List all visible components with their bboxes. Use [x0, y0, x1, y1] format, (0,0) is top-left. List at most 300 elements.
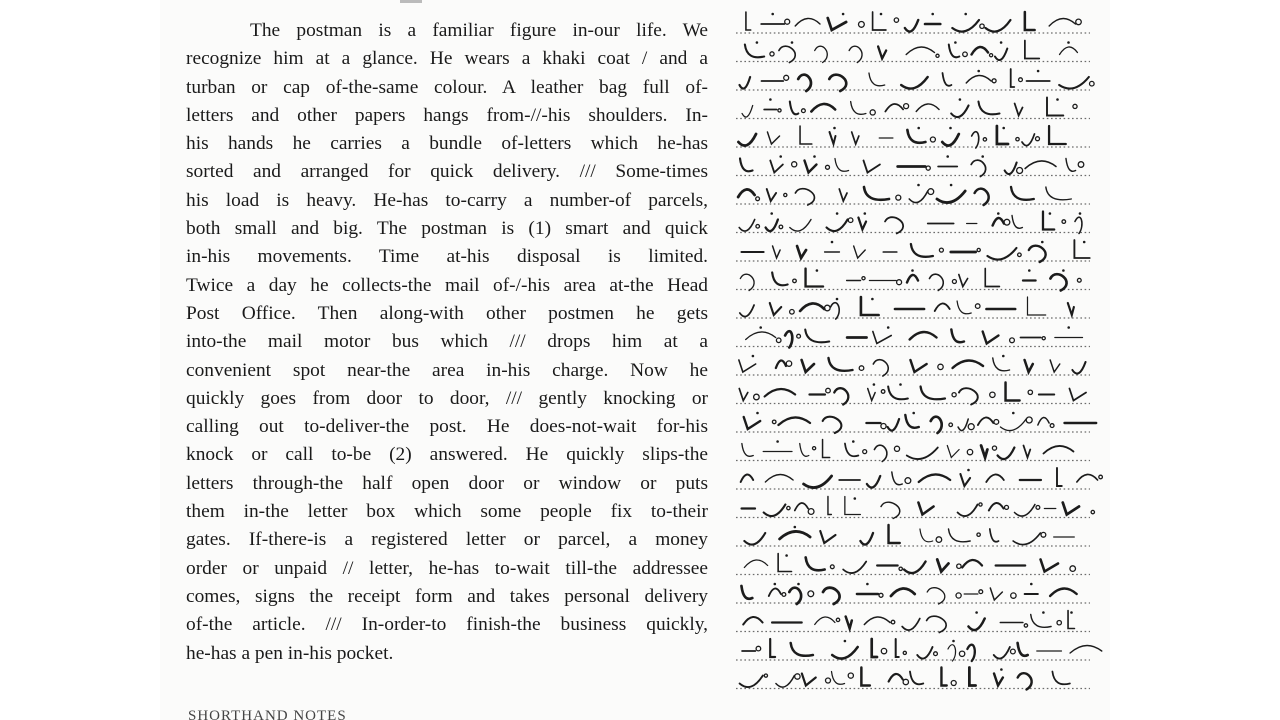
shorthand-stroke — [905, 20, 918, 32]
shorthand-stroke — [823, 417, 842, 433]
shorthand-loop — [934, 652, 938, 656]
shorthand-stroke — [972, 47, 989, 55]
shorthand-loop — [778, 109, 781, 112]
shorthand-stroke — [797, 246, 806, 258]
shorthand-stroke — [864, 161, 880, 173]
shorthand-stroke — [878, 47, 886, 59]
shorthand-stroke — [960, 474, 970, 486]
shorthand-stroke — [959, 275, 968, 287]
shorthand-stroke — [967, 645, 974, 661]
shorthand-dot — [1028, 269, 1031, 272]
passage-line: them in-the letter box which some people fix to-their — [186, 501, 708, 523]
shorthand-stroke — [765, 474, 793, 482]
shorthand-stroke — [823, 440, 830, 458]
shorthand-stroke — [906, 47, 934, 55]
shorthand-stroke — [767, 189, 776, 201]
passage-line: Post Office. Then along-with other postmen he gets — [186, 302, 708, 324]
shorthand-stroke — [804, 161, 816, 173]
shorthand-stroke — [806, 269, 824, 287]
shorthand-stroke — [873, 360, 888, 376]
shorthand-stroke — [990, 529, 999, 542]
shorthand-stroke — [832, 647, 858, 659]
shorthand-stroke — [867, 476, 880, 488]
shorthand-stroke — [740, 305, 754, 317]
shorthand-stroke — [868, 389, 875, 401]
shorthand-dot — [813, 155, 816, 158]
shorthand-stroke — [917, 647, 932, 659]
shorthand-stroke — [835, 159, 849, 172]
shorthand-stroke — [1070, 645, 1102, 653]
shorthand-stroke — [852, 132, 859, 144]
shorthand-loop — [904, 104, 909, 109]
shorthand-stroke — [744, 560, 767, 568]
shorthand-stroke — [1005, 163, 1017, 175]
shorthand-stroke — [888, 419, 899, 431]
shorthand-stroke — [1022, 134, 1034, 146]
shorthand-stroke — [740, 676, 763, 688]
shorthand-dot — [852, 440, 855, 443]
shorthand-dot — [756, 412, 759, 415]
shorthand-loop — [1026, 417, 1032, 423]
shorthand-loop — [936, 54, 939, 57]
shorthand-dot — [1000, 668, 1003, 671]
shorthand-loop — [957, 564, 961, 568]
shorthand-loop — [859, 366, 864, 371]
shorthand-stroke — [770, 161, 783, 173]
shorthand-stroke — [1046, 187, 1071, 200]
shorthand-stroke — [800, 444, 809, 457]
shorthand-stroke — [911, 244, 933, 257]
shorthand-dot — [1067, 326, 1070, 329]
shorthand-dot — [842, 13, 845, 16]
passage-line: into-the mail motor bus which /// drops him at a — [186, 331, 708, 353]
shorthand-loop — [994, 420, 999, 425]
shorthand-stroke — [993, 218, 1004, 226]
shorthand-loop — [1028, 390, 1032, 394]
shorthand-loop — [951, 681, 956, 686]
shorthand-loop — [836, 618, 839, 621]
shorthand-loop — [926, 166, 930, 170]
shorthand-dot — [1083, 241, 1086, 244]
shorthand-loop — [881, 648, 886, 653]
passage-line: comes, signs the receipt form and takes personal delivery — [186, 585, 708, 607]
shorthand-loop — [897, 280, 902, 285]
shorthand-stroke — [953, 360, 984, 368]
shorthand-loop — [1042, 337, 1045, 340]
shorthand-stroke — [845, 497, 861, 515]
shorthand-stroke — [744, 533, 765, 545]
shorthand-stroke — [739, 77, 750, 89]
passage-line: both small and big. The postman is (1) smart and quick — [186, 218, 708, 240]
shorthand-stroke — [997, 126, 1008, 144]
shorthand-loop — [1018, 253, 1022, 257]
shorthand-stroke — [1052, 672, 1070, 685]
shorthand-loop — [808, 591, 814, 597]
shorthand-stroke — [978, 417, 993, 425]
shorthand-stroke — [861, 297, 879, 315]
shorthand-stroke — [993, 358, 1010, 371]
shorthand-notes — [732, 0, 1104, 720]
shorthand-dot — [1000, 41, 1003, 44]
shorthand-stroke — [1015, 505, 1035, 517]
shorthand-loop — [983, 138, 986, 141]
shorthand-stroke — [1006, 383, 1020, 401]
shorthand-loop — [930, 137, 935, 142]
shorthand-dot — [917, 184, 920, 187]
shorthand-dot — [844, 640, 847, 643]
shorthand-loop — [826, 165, 830, 169]
shorthand-dot — [952, 640, 955, 643]
shorthand-stroke — [1025, 161, 1056, 169]
shorthand-stroke — [920, 529, 933, 542]
shorthand-stroke — [746, 332, 776, 340]
shorthand-dot — [912, 412, 915, 415]
passage-line: sorted and arranged for quick delivery. /// Some-times — [186, 161, 708, 183]
shorthand-stroke — [811, 104, 835, 112]
shorthand-stroke — [941, 668, 946, 686]
shorthand-loop — [894, 446, 899, 451]
shorthand-loop — [1036, 137, 1040, 141]
shorthand-stroke — [1060, 47, 1078, 55]
shorthand-stroke — [791, 643, 813, 656]
shorthand-dot — [866, 583, 869, 586]
shorthand-loop — [1090, 81, 1095, 86]
shorthand-stroke — [738, 189, 754, 197]
shorthand-stroke — [800, 126, 812, 144]
shorthand-loop — [963, 52, 968, 57]
shorthand-loop — [862, 277, 865, 280]
shorthand-stroke — [1000, 419, 1026, 431]
shorthand-loop — [754, 394, 760, 400]
shorthand-dot — [946, 155, 949, 158]
shorthand-loop — [1016, 138, 1019, 141]
shorthand-dot — [949, 127, 952, 130]
shorthand-stroke — [834, 388, 848, 404]
passage-line: knock or call to-be (2) answered. He quickly slips-the — [186, 444, 708, 466]
shorthand-stroke — [854, 246, 866, 258]
shorthand-stroke — [1049, 18, 1075, 26]
shorthand-stroke — [766, 220, 778, 232]
shorthand-stroke — [769, 588, 781, 596]
shorthand-stroke — [790, 220, 811, 232]
shorthand-loop — [1062, 220, 1066, 224]
shorthand-stroke — [828, 497, 831, 515]
shorthand-stroke — [952, 20, 979, 32]
passage-line: The postman is a familiar figure in-our life. We — [250, 20, 708, 41]
shorthand-dot — [854, 497, 857, 500]
shorthand-loop — [1077, 278, 1081, 282]
shorthand-dot — [1002, 127, 1005, 130]
shorthand-stroke — [948, 645, 956, 661]
shorthand-stroke — [910, 360, 926, 372]
shorthand-stroke — [951, 330, 964, 343]
shorthand-stroke — [904, 562, 926, 574]
shorthand-stroke — [770, 303, 782, 315]
shorthand-stroke — [740, 274, 754, 290]
shorthand-stroke — [949, 45, 960, 58]
shorthand-stroke — [921, 387, 945, 400]
shorthand-stroke — [746, 12, 751, 30]
shorthand-dot — [756, 41, 759, 44]
shorthand-stroke — [1059, 77, 1089, 89]
shorthand-stroke — [1068, 303, 1074, 315]
shorthand-stroke — [942, 134, 959, 146]
shorthand-loop — [936, 537, 942, 543]
shorthand-stroke — [981, 446, 987, 458]
shorthand-loop — [1070, 566, 1076, 572]
shorthand-loop — [990, 54, 993, 57]
shorthand-stroke — [861, 668, 869, 686]
shorthand-loop — [1005, 505, 1009, 509]
shorthand-stroke — [927, 616, 947, 632]
passage-line: calling out to-deliver-the post. He does-not-wait for-his — [186, 416, 708, 438]
passage-line: gates. If-there-is a registered letter or parcel, a money — [186, 529, 708, 551]
shorthand-dot — [791, 41, 794, 44]
shorthand-stroke — [831, 303, 840, 319]
shorthand-dot — [950, 184, 953, 187]
shorthand-stroke — [987, 248, 1016, 260]
shorthand-stroke — [918, 503, 933, 515]
passage-line: of-the article. /// In-order-to finish-the business quickly, — [186, 614, 708, 636]
shorthand-stroke — [962, 560, 982, 568]
shorthand-stroke — [798, 75, 811, 91]
shorthand-stroke — [1029, 246, 1046, 262]
shorthand-stroke — [785, 331, 792, 347]
shorthand-loop — [785, 19, 790, 24]
shorthand-stroke — [744, 417, 761, 429]
shorthand-loop — [975, 304, 980, 309]
shorthand-loop — [782, 593, 786, 597]
passage-line: his load is heavy. He-has to-carry a number-of parcels, — [186, 189, 708, 211]
shorthand-stroke — [1031, 615, 1051, 628]
shorthand-stroke — [1011, 69, 1015, 87]
shorthand-stroke — [843, 562, 866, 574]
shorthand-dot — [911, 269, 914, 272]
shorthand-loop — [905, 478, 911, 484]
shorthand-loop — [808, 509, 814, 515]
shorthand-stroke — [1047, 98, 1063, 116]
shorthand-dot — [831, 241, 834, 244]
shorthand-stroke — [971, 160, 985, 176]
shorthand-stroke — [1066, 159, 1076, 172]
shorthand-stroke — [795, 503, 808, 511]
shorthand-stroke — [823, 588, 840, 604]
shorthand-stroke — [995, 49, 1007, 61]
shorthand-stroke — [937, 560, 948, 572]
shorthand-stroke — [764, 505, 786, 517]
passage-line: letters through-the half open door or window or puts — [186, 472, 708, 494]
shorthand-loop — [793, 279, 797, 283]
shorthand-loop — [990, 392, 995, 397]
shorthand-stroke — [1015, 104, 1023, 116]
shorthand-loop — [1024, 624, 1027, 627]
shorthand-stroke — [889, 525, 900, 543]
shorthand-loop — [1073, 104, 1077, 108]
shorthand-stroke — [1077, 474, 1098, 482]
shorthand-stroke — [1025, 41, 1039, 59]
shorthand-dot — [774, 583, 777, 586]
shorthand-loop — [968, 424, 974, 430]
shorthand-stroke — [990, 588, 1002, 600]
shorthand-loop — [949, 423, 953, 427]
shorthand-stroke — [957, 301, 971, 314]
passage-line: he-has a pen in-his pocket. — [186, 642, 394, 664]
shorthand-loop — [881, 390, 885, 394]
shorthand-stroke — [968, 619, 984, 631]
shorthand-stroke — [1041, 560, 1058, 572]
shorthand-stroke — [1050, 588, 1077, 596]
shorthand-loop — [792, 162, 797, 167]
shorthand-stroke — [739, 389, 748, 401]
shorthand-stroke — [806, 558, 825, 571]
shorthand-stroke — [873, 332, 891, 344]
shorthand-stroke — [864, 617, 890, 625]
shorthand-dot — [776, 440, 779, 443]
shorthand-stroke — [1063, 503, 1079, 515]
shorthand-loop — [784, 75, 789, 80]
shorthand-loop — [891, 620, 895, 624]
shorthand-dot — [752, 355, 755, 358]
shorthand-loop — [826, 388, 831, 393]
shorthand-loop — [859, 22, 865, 28]
shorthand-loop — [826, 678, 831, 683]
shorthand-dot — [836, 298, 839, 301]
shorthand-dot — [785, 554, 788, 557]
shorthand-stroke — [1043, 446, 1073, 454]
shorthand-dot — [964, 13, 967, 16]
shorthand-stroke — [986, 474, 1004, 482]
shorthand-loop — [764, 674, 767, 677]
shorthand-loop — [899, 567, 902, 570]
shorthand-stroke — [909, 191, 928, 203]
shorthand-stroke — [985, 269, 999, 287]
shorthand-stroke — [1043, 212, 1054, 230]
shorthand-dot — [1049, 212, 1052, 215]
shorthand-stroke — [943, 73, 952, 86]
shorthand-dot — [1041, 241, 1044, 244]
shorthand-loop — [797, 334, 801, 338]
shorthand-loop — [1004, 219, 1010, 225]
shorthand-stroke — [873, 12, 886, 30]
shorthand-dot — [1030, 583, 1033, 586]
shorthand-stroke — [1072, 362, 1085, 374]
shorthand-stroke — [851, 102, 866, 115]
shorthand-stroke — [972, 132, 979, 148]
shorthand-stroke — [780, 531, 811, 539]
shorthand-stroke — [845, 444, 858, 457]
shorthand-dot — [871, 298, 874, 301]
shorthand-stroke — [905, 415, 918, 428]
shorthand-loop — [830, 565, 834, 569]
shorthand-dot — [967, 469, 970, 472]
shorthand-loop — [825, 305, 831, 311]
shorthand-loop — [787, 506, 790, 509]
shorthand-dot — [1002, 355, 1005, 358]
shorthand-dot — [975, 611, 978, 614]
passage-line: turban or cap of-the-same colour. A leather bag full of- — [186, 76, 708, 98]
passage-line: in-his movements. Time at-his disposal is limited. — [186, 246, 708, 268]
shorthand-stroke — [778, 554, 791, 572]
shorthand-stroke — [773, 246, 781, 258]
shorthand-dot — [959, 98, 962, 101]
shorthand-loop — [1017, 168, 1023, 174]
shorthand-loop — [1099, 475, 1103, 479]
shorthand-stroke — [740, 159, 752, 172]
shorthand-stroke — [790, 102, 799, 115]
shorthand-stroke — [864, 187, 889, 200]
shorthand-stroke — [916, 104, 939, 112]
shorthand-loop — [1078, 162, 1084, 168]
shorthand-stroke — [872, 639, 877, 657]
shorthand-loop — [1076, 19, 1082, 25]
shorthand-stroke — [896, 639, 899, 657]
shorthand-dot — [1079, 212, 1082, 215]
shorthand-stroke — [892, 472, 902, 485]
shorthand-stroke — [891, 588, 915, 596]
shorthand-stroke — [994, 647, 1010, 659]
shorthand-dot — [917, 127, 920, 130]
shorthand-stroke — [889, 674, 903, 682]
shorthand-stroke — [860, 533, 873, 545]
shorthand-stroke — [901, 77, 928, 89]
shorthand-stroke — [985, 20, 1010, 32]
shorthand-loop — [928, 189, 934, 195]
shorthand-stroke — [742, 444, 753, 457]
shorthand-stroke — [767, 132, 779, 144]
shorthand-stroke — [907, 275, 918, 283]
shorthand-dot — [836, 212, 839, 215]
shorthand-dot — [1070, 611, 1073, 614]
shorthand-stroke — [846, 617, 852, 629]
shorthand-loop — [756, 646, 761, 651]
shorthand-loop — [881, 424, 886, 429]
shorthand-stroke — [839, 189, 847, 201]
shorthand-loop — [756, 197, 760, 201]
shorthand-dot — [931, 13, 934, 16]
shorthand-loop — [802, 109, 806, 113]
shorthand-stroke — [1027, 297, 1045, 315]
shorthand-dot — [759, 326, 762, 329]
shorthand-loop — [903, 679, 908, 684]
shorthand-stroke — [770, 639, 775, 657]
shorthand-stroke — [885, 104, 903, 112]
page-edge-mark — [400, 0, 422, 3]
shorthand-dot — [1067, 41, 1070, 44]
shorthand-stroke — [874, 445, 886, 461]
shorthand-stroke — [935, 303, 950, 311]
shorthand-dot — [887, 326, 890, 329]
shorthand-stroke — [1057, 468, 1062, 486]
shorthand-stroke — [779, 46, 795, 62]
shorthand-stroke — [1018, 673, 1032, 689]
shorthand-dot — [770, 212, 773, 215]
shorthand-dot — [1062, 269, 1065, 272]
shorthand-stroke — [958, 505, 978, 517]
shorthand-stroke — [869, 73, 885, 86]
shorthand-stroke — [1050, 274, 1066, 290]
shorthand-stroke — [795, 189, 814, 205]
shorthand-stroke — [1049, 126, 1066, 144]
shorthand-stroke — [776, 360, 786, 368]
shorthand-loop — [790, 310, 795, 315]
shorthand-stroke — [902, 619, 920, 631]
shorthand-dot — [954, 41, 957, 44]
shorthand-dot — [771, 13, 774, 16]
shorthand-dot — [997, 212, 1000, 215]
shorthand-stroke — [789, 588, 801, 604]
shorthand-stroke — [739, 360, 756, 372]
shorthand-drawing — [732, 0, 1104, 720]
